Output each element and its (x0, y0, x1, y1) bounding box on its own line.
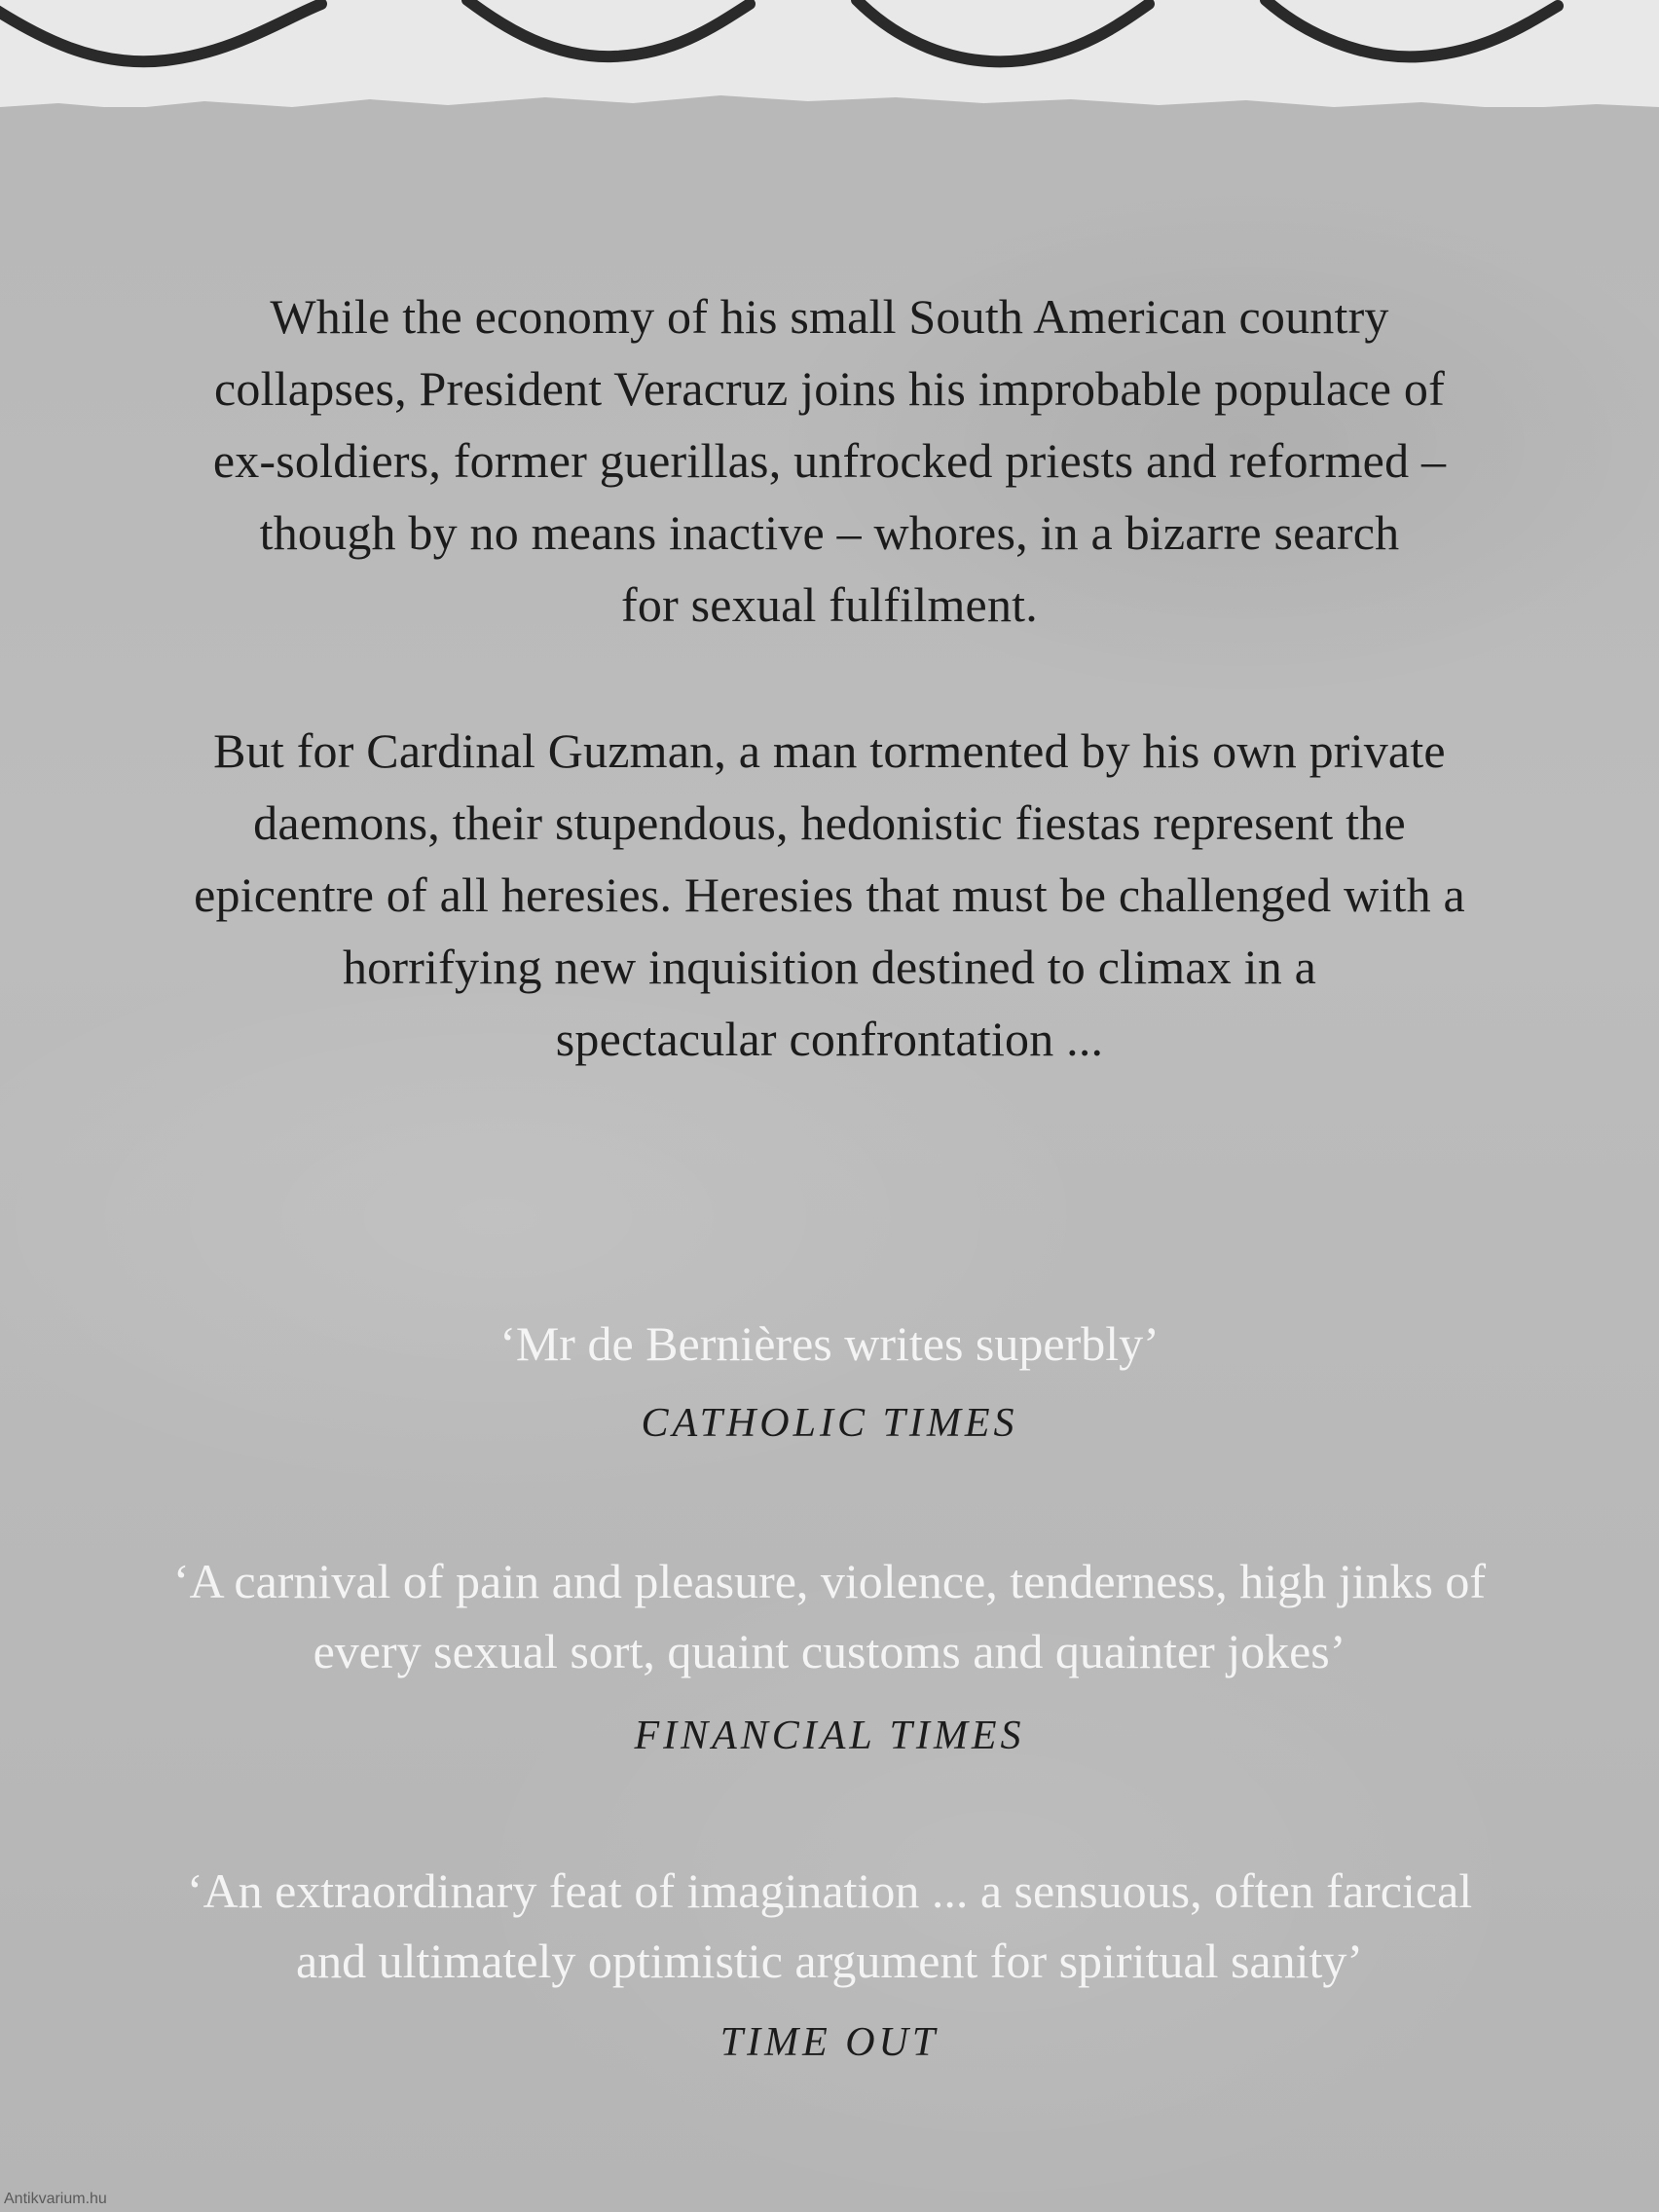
blurb-line: While the economy of his small South American country (270, 289, 1389, 344)
review-source-3: TIME OUT (719, 2020, 940, 2065)
blurb-line: though by no means inactive – whores, in a bizarre search (259, 505, 1400, 560)
review-quote-line: ‘A carnival of pain and pleasure, violence, tenderness, high jinks of (172, 1554, 1487, 1608)
review-source-2: FINANCIAL TIMES (634, 1714, 1025, 1758)
watermark-text: Antikvarium.hu (4, 2191, 107, 2207)
review-quote-line: and ultimately optimistic argument for spiritual sanity’ (295, 1934, 1364, 1988)
review-quote-line: ‘An extraordinary feat of imagination ... a sensuous, often farcical (186, 1863, 1473, 1918)
review-quote-2 (0, 1546, 1659, 1686)
blurb-line: daemons, their stupendous, hedonistic fiestas represent the (253, 795, 1406, 850)
blurb-line: horrifying new inquisition destined to climax in a (342, 940, 1317, 994)
blurb-line: epicentre of all heresies. Heresies that must be challenged with a (194, 867, 1465, 922)
blurb-line: spectacular confrontation ... (555, 1012, 1104, 1066)
review-quote-line: every sexual sort, quaint customs and quainter jokes’ (313, 1624, 1346, 1678)
review-quote-3 (0, 1856, 1659, 1996)
review-quote-1 (0, 1309, 1659, 1379)
blurb-line: ex-soldiers, former guerillas, unfrocked priests and reformed – (212, 433, 1447, 488)
blurb-paragraph-2 (0, 715, 1659, 1075)
torn-paper-edge (0, 86, 1659, 125)
blurb-line: But for Cardinal Guzman, a man tormented by his own private (213, 723, 1446, 778)
blurb-line: for sexual fulfilment. (621, 577, 1038, 632)
review-quote-line: ‘Mr de Bernières writes superbly’ (499, 1316, 1160, 1371)
blurb-line: collapses, President Veracruz joins his improbable populace of (214, 361, 1445, 416)
blurb-paragraph-1 (0, 280, 1659, 641)
review-source-1: CATHOLIC TIMES (641, 1401, 1018, 1446)
